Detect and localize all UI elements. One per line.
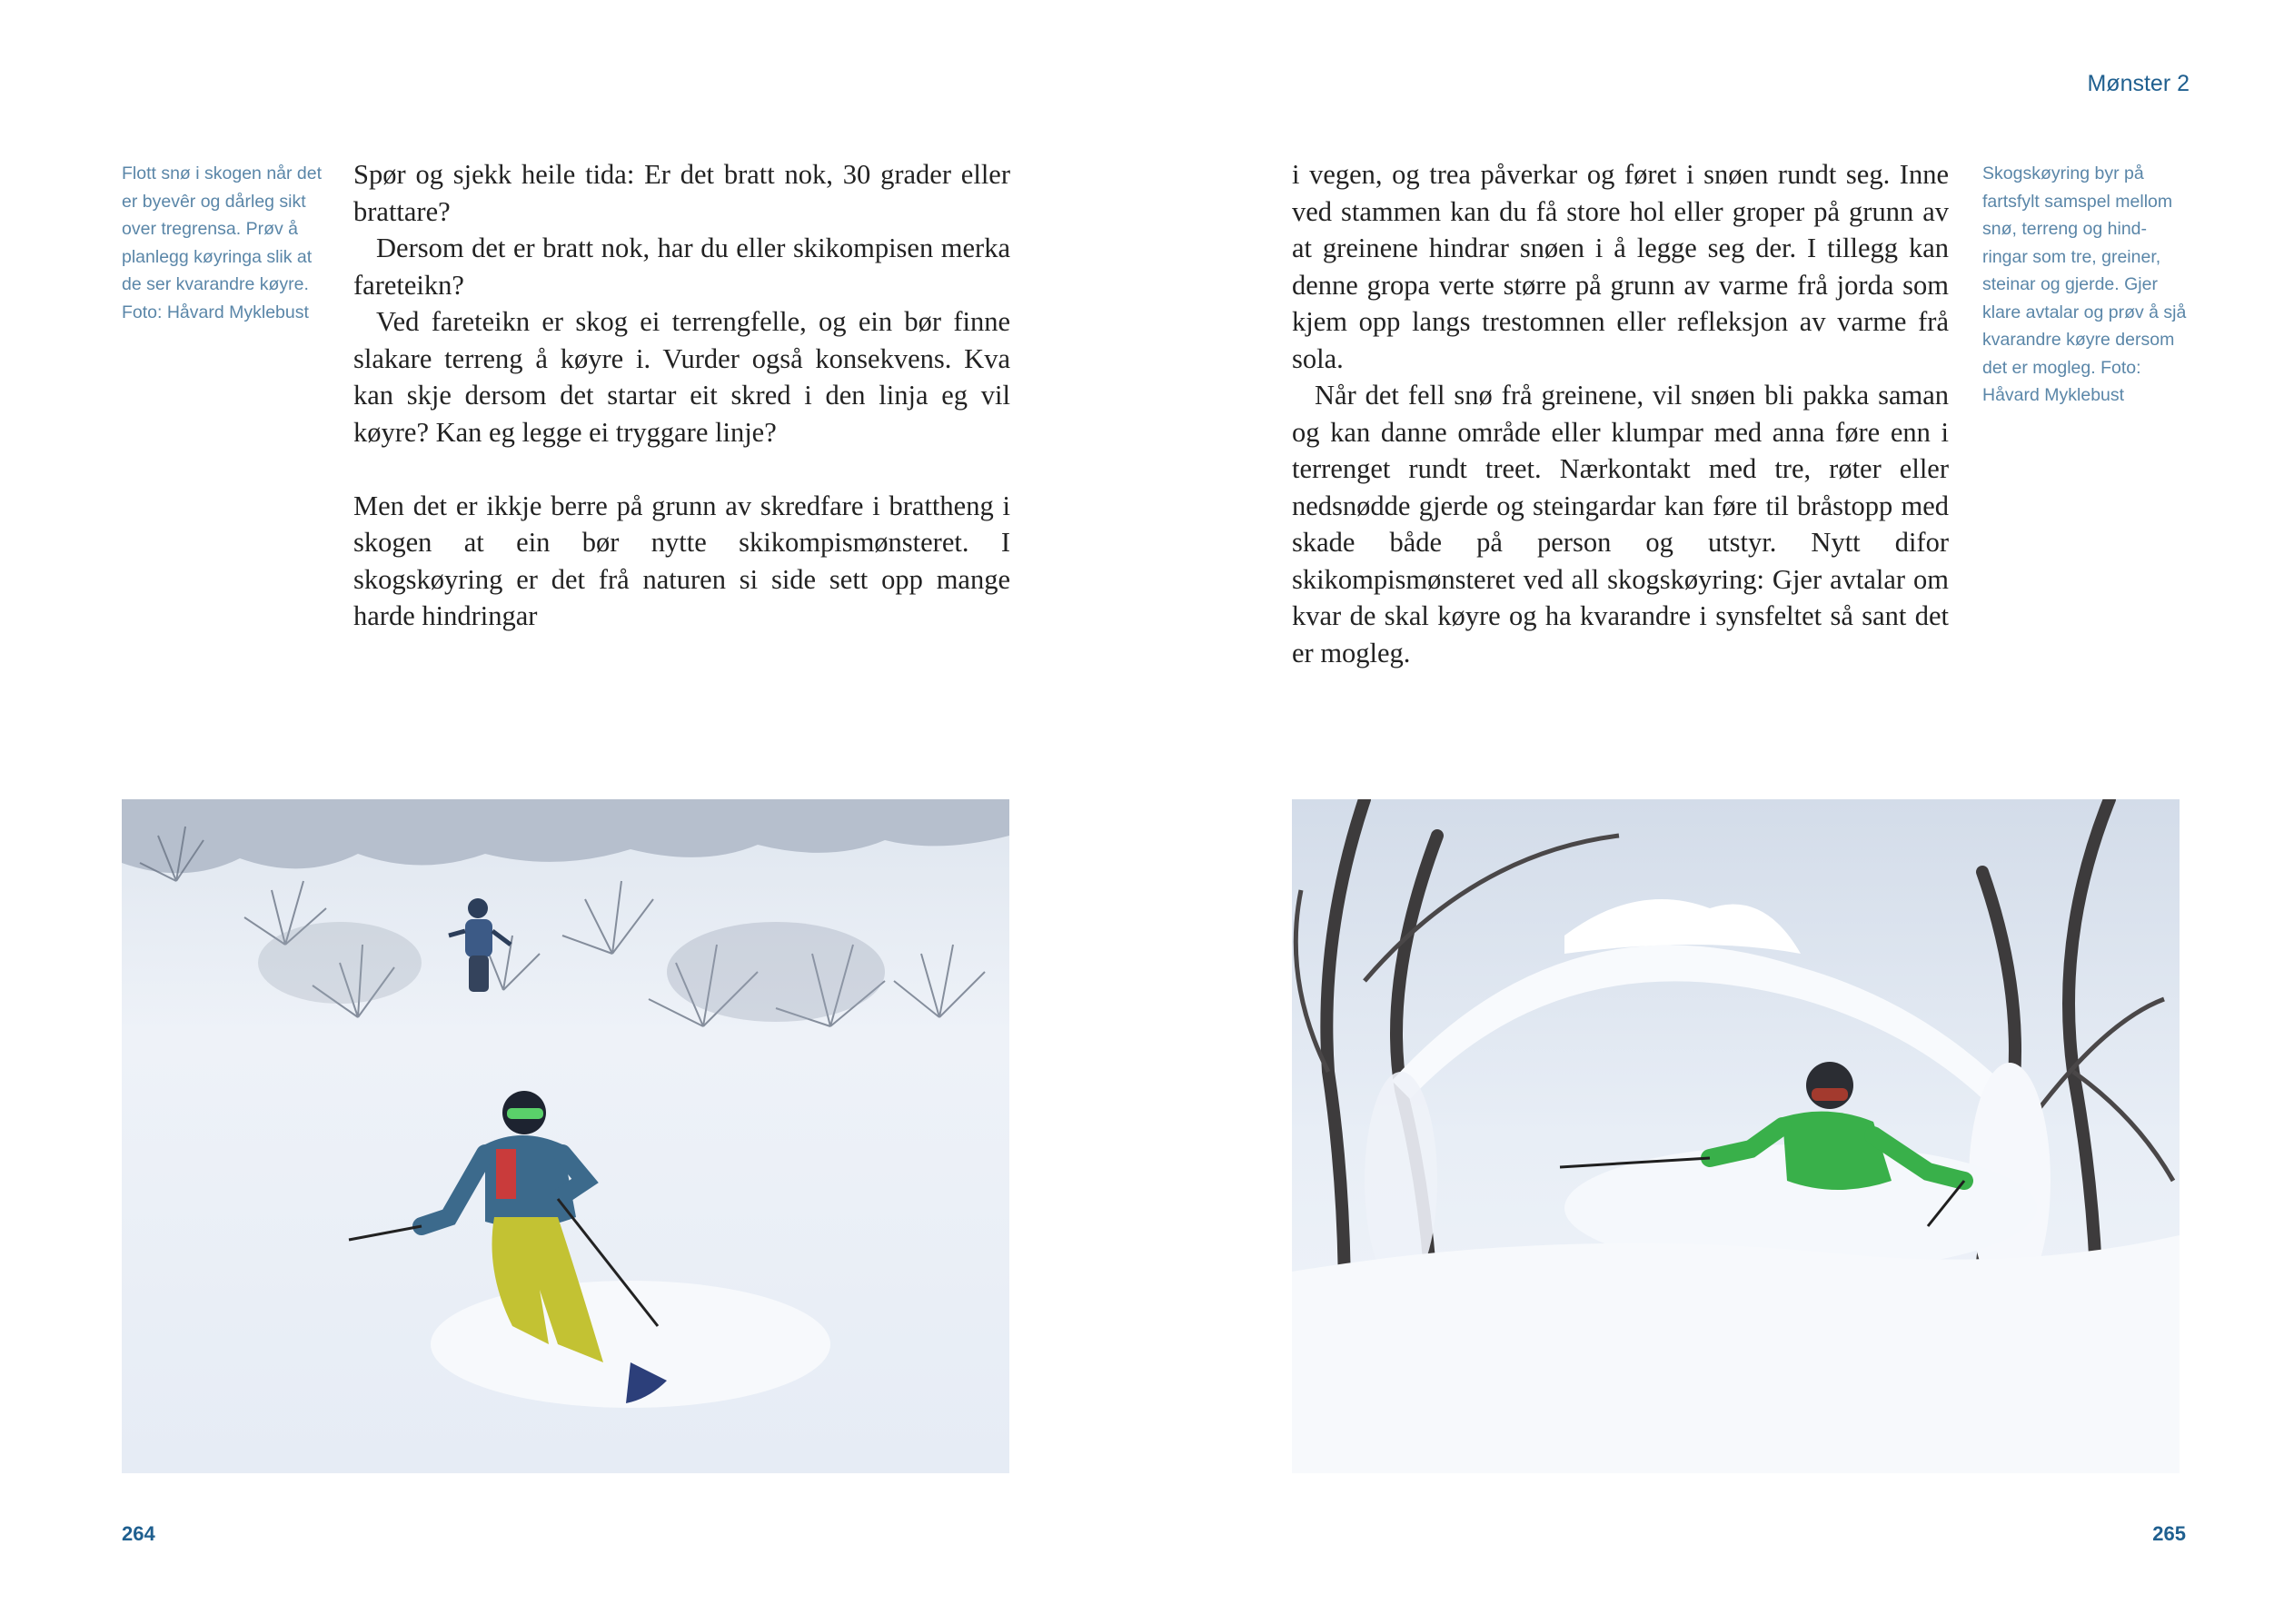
skiers-slope-illustration (122, 799, 1009, 1473)
body-paragraph: Ved fareteikn er skog ei terrengfelle, og ein bør finne slakare terreng å køyre i. Vurder også konsekvens. Kva kan skje dersom det startar eit skred i den linja eg vil køyre? Kan eg legge ei tryggare linje? (353, 306, 1010, 448)
photo-caption-left (122, 160, 326, 326)
caption-line: Skogskøyring byr på (1982, 163, 2144, 183)
caption-line: Foto: Håvard Myklebust (122, 302, 309, 322)
photo-skier-forest (1292, 799, 2180, 1473)
caption-line: over tregrensa. Prøv å (122, 219, 298, 239)
caption-line: Håvard Myklebust (1982, 385, 2125, 405)
body-paragraph: i vegen, og trea påverkar og føret i snøen rundt seg. Inne ved stammen kan du få store hol eller groper på grunn av at greinene hindrar snøen i å legge seg der. I tillegg kan denne gropa verte større på grunn av varme frå jorda som kjem opp langs trestomnen eller refleksjon av varme frå sola. (1292, 159, 1949, 374)
body-paragraph: Dersom det er bratt nok, har du eller skikompisen merka fareteikn? (353, 233, 1010, 301)
caption-line: snø, terreng og hind- (1982, 219, 2148, 239)
caption-line: planlegg køyringa slik at (122, 246, 313, 267)
caption-line: steinar og gjerde. Gjer (1982, 274, 2158, 294)
caption-line: ringar som tre, greiner, (1982, 246, 2161, 267)
photo-caption-right (1982, 160, 2187, 410)
body-paragraph: Spør og sjekk heile tida: Er det bratt nok, 30 grader eller brattare? (353, 159, 1010, 227)
photo-skiers-slope (122, 799, 1009, 1473)
caption-line: de ser kvarandre køyre. (122, 274, 309, 294)
caption-line: det er mogleg. Foto: (1982, 357, 2141, 378)
body-text-right (1292, 156, 1949, 671)
running-head: Mønster 2 (2087, 71, 2190, 96)
caption-line: kvarandre køyre dersom (1982, 330, 2175, 350)
page-number-right: 265 (2152, 1522, 2186, 1545)
caption-line: Flott snø i skogen når det (122, 163, 323, 183)
body-paragraph: Men det er ikkje berre på grunn av skredfare i brattheng i skogen at ein bør nytte skikompismønsteret. I skogskøyring er det frå naturen si side sett opp mange harde hindringar (353, 490, 1010, 631)
caption-line: fartsfylt samspel mellom (1982, 191, 2173, 212)
caption-line: klare avtalar og prøv å sjå (1982, 302, 2187, 322)
page-number-left: 264 (122, 1522, 155, 1545)
caption-line: er byevêr og dårleg sikt (122, 191, 306, 212)
skier-forest-illustration (1292, 799, 2180, 1473)
body-text-left (353, 156, 1010, 635)
body-paragraph: Når det fell snø frå greinene, vil snøen bli pakka saman og kan danne område eller klumpar med anna føre enn i terrenget rundt treet. Nærkontakt med tre, røter eller nedsnødde gjerde og steingardar kan føre til bråstopp med skade både på person og utstyr. Nytt difor skikompismønsteret ved all skogskøyring: Gjer avtalar om kvar de skal køyre og ha kvarandre i synsfeltet så sant det er mogleg. (1292, 380, 1949, 668)
